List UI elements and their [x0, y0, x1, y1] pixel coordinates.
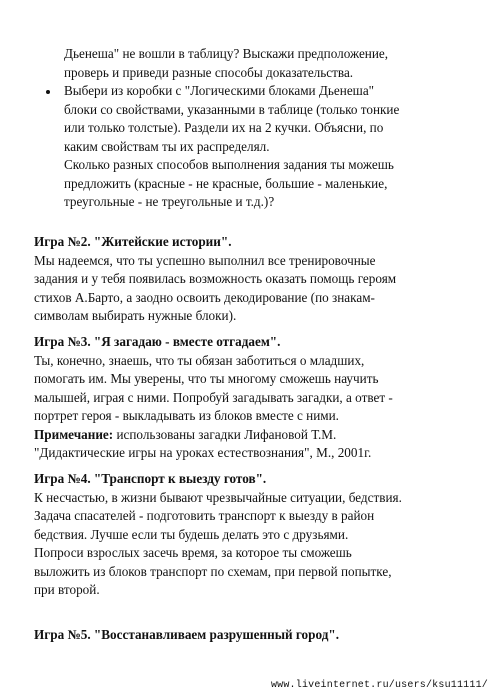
- text-line: символам выбирать нужные блоки).: [34, 308, 237, 323]
- text-line: Дьенеша" не вошли в таблицу? Выскажи предположение,: [64, 46, 389, 61]
- text-line: стихов А.Барто, а заодно освоить декодирование (по знакам-: [34, 290, 375, 305]
- text-line: треугольные - не треугольные и т.д.)?: [64, 194, 275, 209]
- text-line: при второй.: [34, 582, 100, 597]
- text-line: К несчастью, в жизни бывают чрезвычайные ситуации, бедствия.: [34, 490, 402, 505]
- text-line: Мы надеемся, что ты успешно выполнил все тренировочные: [34, 253, 376, 268]
- text-line: бедствия. Лучше если ты будешь делать это с друзьями.: [34, 527, 349, 542]
- game4-title: Игра №4. "Транспорт к выезду готов".: [34, 471, 267, 486]
- text-line: Сколько разных способов выполнения задания ты можешь: [64, 157, 394, 172]
- game2-title: Игра №2. "Житейские истории".: [34, 234, 232, 249]
- text-line: Попроси взрослых засечь время, за которое ты сможешь: [34, 545, 352, 560]
- text-line: Ты, конечно, знаешь, что ты обязан заботиться о младших,: [34, 353, 365, 368]
- game5-title: Игра №5. "Восстанавливаем разрушенный город".: [34, 627, 339, 642]
- text-line: блоки со свойствами, указанными в таблице (только тонкие: [64, 102, 400, 117]
- game3-title: Игра №3. "Я загадаю - вместе отгадаем".: [34, 334, 281, 349]
- text-line: Задача спасателей - подготовить транспорт к выезду в район: [34, 508, 375, 523]
- text-line: Выбери из коробки с "Логическими блоками Дьенеша": [64, 83, 375, 98]
- watermark-url: www.liveinternet.ru/users/ksu11111/: [270, 680, 488, 691]
- text-line: каким свойствам ты их распределял.: [64, 139, 270, 154]
- text-line: выложить из блоков транспорт по схемам, при первой попытке,: [34, 564, 392, 579]
- text-line: "Дидактические игры на уроках естествознания", М., 2001г.: [34, 445, 372, 460]
- note-line: [34, 426, 336, 443]
- text-line: малышей, играя с ними. Попробуй загадывать загадки, а ответ -: [34, 390, 393, 405]
- text-line: проверь и приведи разные способы доказательства.: [64, 65, 354, 80]
- text-line: или только толстые). Раздели их на 2 кучки. Объясни, по: [64, 120, 384, 135]
- text-line: портрет героя - выкладывать из блоков вместе с ними.: [34, 408, 339, 423]
- text-line: помогать им. Мы уверены, что ты многому сможешь научить: [34, 371, 379, 386]
- text-line: задания и у тебя появилась возможность оказать помощь героям: [34, 271, 397, 286]
- note-label: Примечание:: [34, 427, 114, 442]
- note-text: использованы загадки Лифановой Т.М.: [113, 427, 337, 442]
- bullet-icon: [46, 90, 50, 94]
- text-line: предложить (красные - не красные, большие - маленькие,: [64, 176, 388, 191]
